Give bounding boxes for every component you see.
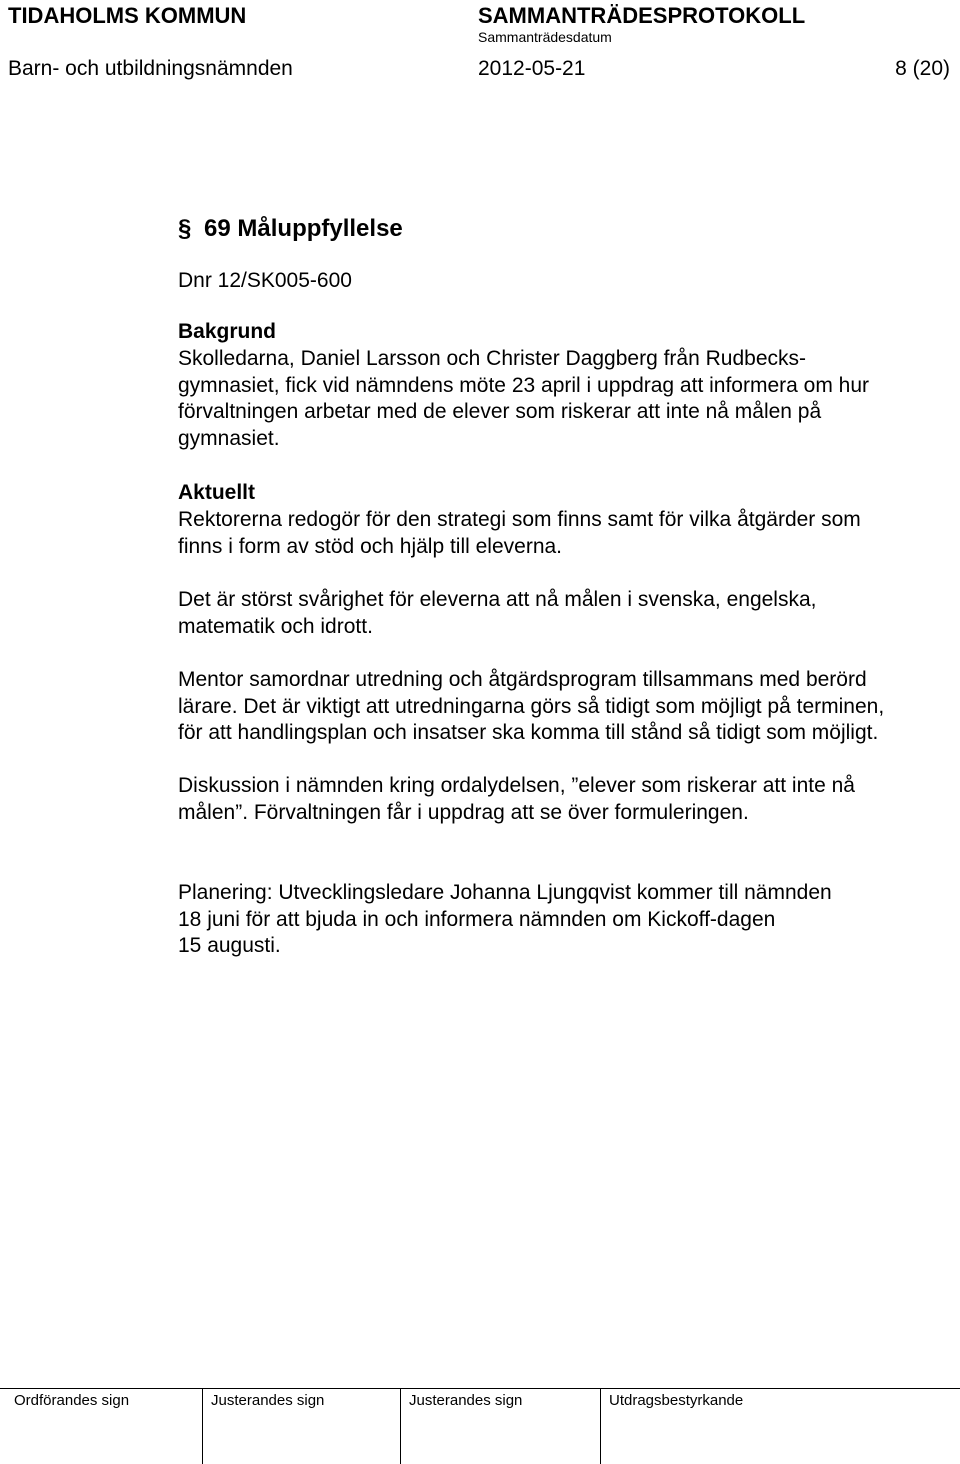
text-line: Skolledarna, Daniel Larsson och Christer Daggberg från Rudbecks- [178, 347, 806, 370]
text-line: förvaltningen arbetar med de elever som riskerar att inte nå målen på [178, 400, 822, 423]
extract-certifier-label: Utdragsbestyrkande [609, 1392, 744, 1409]
text-line: 15 augusti. [178, 934, 281, 957]
municipality-name: TIDAHOLMS KOMMUN [8, 3, 247, 28]
footer-column-separator [600, 1388, 601, 1464]
aktuellt-paragraph-3 [178, 667, 958, 747]
paragraph-symbol: § [178, 215, 192, 242]
footer-column-separator [202, 1388, 203, 1464]
planering-paragraph [178, 880, 958, 960]
meeting-date: 2012-05-21 [478, 57, 586, 80]
aktuellt-paragraph-2 [178, 587, 958, 640]
text-line: gymnasiet, fick vid nämndens möte 23 april i uppdrag att informera om hur [178, 373, 870, 397]
footer-divider [0, 1388, 960, 1389]
date-label: Sammanträdesdatum [478, 29, 612, 45]
text-line: Mentor samordnar utredning och åtgärdsprogram tillsammans med berörd [178, 668, 867, 691]
committee-name: Barn- och utbildningsnämnden [8, 57, 293, 80]
document-type: SAMMANTRÄDESPROTOKOLL [478, 3, 806, 28]
bakgrund-paragraph [178, 346, 958, 452]
adjuster-signature-label-1: Justerandes sign [211, 1392, 325, 1409]
text-line: finns i form av stöd och hjälp till eleverna. [178, 534, 563, 558]
section-title-row [178, 215, 403, 243]
text-line: Diskussion i nämnden kring ordalydelsen, ”elever som riskerar att inte nå [178, 774, 855, 797]
text-line: matematik och idrott. [178, 614, 373, 638]
aktuellt-paragraph-4 [178, 773, 958, 826]
text-line: lärare. Det är viktigt att utredningarna görs så tidigt som möjligt på terminen, [178, 694, 885, 718]
text-line: Det är störst svårighet för eleverna att nå målen i svenska, engelska, [178, 588, 817, 611]
aktuellt-paragraph-1 [178, 507, 958, 560]
section-title: 69 Måluppfyllelse [204, 215, 403, 242]
text-line: Planering: Utvecklingsledare Johanna Ljungqvist kommer till nämnden [178, 881, 832, 904]
text-line: Rektorerna redogör för den strategi som finns samt för vilka åtgärder som [178, 508, 861, 531]
text-line: 18 juni för att bjuda in och informera nämnden om Kickoff-dagen [178, 907, 776, 931]
page-number: 8 (20) [895, 57, 950, 80]
text-line: gymnasiet. [178, 426, 280, 450]
adjuster-signature-label-2: Justerandes sign [409, 1392, 523, 1409]
diary-number: Dnr 12/SK005-600 [178, 269, 352, 292]
text-line: för att handlingsplan och insatser ska komma till stånd så tidigt som möjligt. [178, 721, 879, 744]
text-line: målen”. Förvaltningen får i uppdrag att se över formuleringen. [178, 800, 749, 824]
footer-column-separator [400, 1388, 401, 1464]
bakgrund-heading: Bakgrund [178, 320, 277, 343]
aktuellt-heading: Aktuellt [178, 481, 256, 504]
chair-signature-label: Ordförandes sign [14, 1392, 130, 1409]
